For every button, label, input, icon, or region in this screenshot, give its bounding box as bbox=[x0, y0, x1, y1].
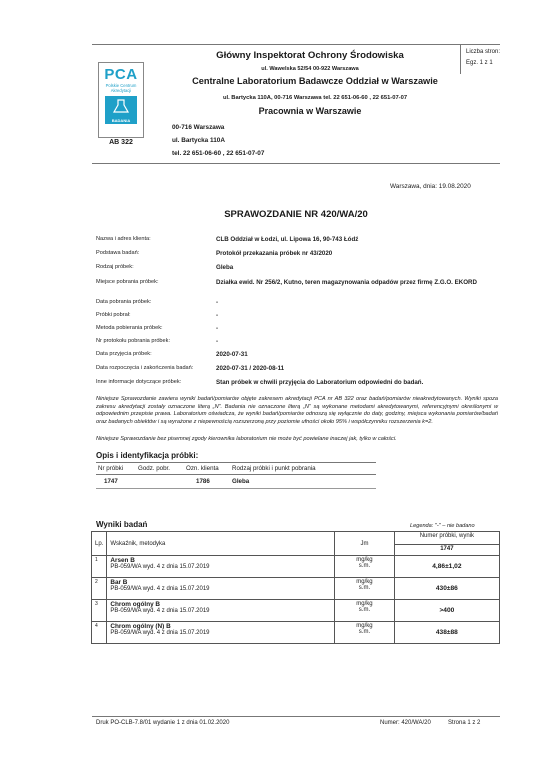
report-title: SPRAWOZDANIE NR 420/WA/20 bbox=[224, 209, 368, 220]
col-parameter: Wskaźnik, metodyka bbox=[107, 532, 335, 556]
accreditation-note: Niniejsze Sprawozdanie zawiera wyniki badań/pomiarów objęte zakresem akredytacji PCA nr AB 322 oraz badań/pomiarów nieakredytowanych. Wyniki spoza zakresu akredytacji zostały oznaczone literą „N”. Badania nie oznaczone literą „N” są wykonane metodami akredytowanymi, referencyjnymi określonymi w odpowiednim przepisie prawa. Laboratorium oświadcza, że wyniki badań/pomiarów odnoszą się wyłącznie do daty, godziny, miejsca wykonania pomiarów/badań oraz badanych obiektów i są wyrażone z niepewnością rozszerzoną przy poziomie ufności około 95% i współczynniku rozszerzenia k=2. bbox=[96, 396, 498, 425]
result-lp: 1 bbox=[92, 556, 107, 578]
pages-label: Liczba stron: bbox=[466, 49, 501, 55]
lab-address: ul. Bartycka 110A, 00-716 Warszawa tel. 22 651-06-60 , 22 651-07-07 bbox=[222, 95, 408, 101]
footer-number: Numer: 420/WA/20 bbox=[380, 720, 431, 726]
results-table bbox=[91, 531, 500, 644]
copy-label: Egz. 1 z 1 bbox=[466, 60, 493, 66]
results-header-row bbox=[92, 532, 500, 545]
workshop-line3: tel. 22 651-06-60 , 22 651-07-07 bbox=[172, 150, 265, 157]
info-label: Data przyjęcia próbek: bbox=[96, 351, 152, 357]
results-row bbox=[92, 622, 500, 644]
header-right-divider bbox=[460, 44, 461, 74]
info-value: - bbox=[216, 312, 219, 319]
col-sample-number: 1747 bbox=[394, 545, 499, 556]
info-label: Próbki pobrał: bbox=[96, 312, 131, 318]
info-label: Data rozpoczęcia i zakończenia badań: bbox=[96, 365, 194, 371]
info-value: CLB Oddział w Łodzi, ul. Lipowa 16, 90-743 Łódź bbox=[216, 236, 359, 243]
results-legend: Legenda: "-" – nie badano bbox=[410, 523, 475, 529]
pca-logo-sub1: Polskie Centrum bbox=[105, 83, 137, 88]
result-method: PB-059/WA wyd. 4 z dnia 15.07.2019 bbox=[110, 630, 210, 636]
info-label: Nr protokołu pobrania próbek: bbox=[96, 338, 171, 344]
pca-badge-label: BADANIA bbox=[111, 118, 131, 123]
id-row-line bbox=[96, 488, 376, 489]
footer-page: Strona 1 z 2 bbox=[448, 720, 481, 726]
result-value: 430±86 bbox=[394, 578, 499, 600]
result-unit-2: s.m. bbox=[358, 585, 371, 591]
id-header-client-mark: Ozn. klienta bbox=[186, 465, 219, 472]
result-unit-2: s.m. bbox=[358, 563, 371, 569]
result-method: PB-059/WA wyd. 4 z dnia 15.07.2019 bbox=[110, 586, 210, 592]
result-value: >400 bbox=[394, 600, 499, 622]
col-lp: Lp. bbox=[92, 532, 107, 556]
institution-address: ul. Wawelska 52/54 00-922 Warszawa bbox=[261, 66, 359, 72]
info-value: Protokół przekazania próbek nr 43/2020 bbox=[216, 250, 333, 257]
info-label: Inne informacje dotyczące próbek: bbox=[96, 379, 182, 385]
result-unit bbox=[335, 600, 395, 622]
pca-logo-sub2: Akredytacji bbox=[110, 88, 132, 93]
info-label: Miejsce pobrania próbek: bbox=[96, 279, 159, 285]
result-lp: 4 bbox=[92, 622, 107, 644]
institution-title: Główny Inspektorat Ochrony Środowiska bbox=[216, 50, 404, 61]
issue-date: Warszawa, dnia: 19.08.2020 bbox=[390, 183, 471, 190]
result-unit bbox=[335, 556, 395, 578]
id-header-line-bottom bbox=[96, 474, 376, 475]
result-unit-1: mg/kg bbox=[356, 557, 373, 563]
pca-badge-icon bbox=[105, 96, 137, 124]
result-name: Bar B bbox=[110, 579, 128, 586]
id-header-type: Rodzaj próbki i punkt pobrania bbox=[232, 465, 316, 472]
result-unit bbox=[335, 622, 395, 644]
result-parameter bbox=[107, 578, 335, 600]
info-value: - bbox=[216, 325, 219, 332]
info-value: - bbox=[216, 338, 219, 345]
result-parameter bbox=[107, 556, 335, 578]
id-sample-no: 1747 bbox=[104, 478, 118, 485]
footer-form: Druk PO-CLB-7.8/01 wydanie 1 z dnia 01.02.2020 bbox=[96, 720, 230, 726]
workshop-line1: 00-716 Warszawa bbox=[172, 124, 225, 131]
id-header-sample-no: Nr próbki bbox=[98, 465, 124, 472]
pca-logo-text: PCA bbox=[104, 66, 138, 83]
result-name: Chrom ogólny B bbox=[110, 601, 161, 608]
id-header-line-top bbox=[96, 462, 376, 463]
result-unit-2: s.m. bbox=[358, 607, 371, 613]
result-value: 4,86±1,02 bbox=[394, 556, 499, 578]
info-value: 2020-07-31 bbox=[216, 351, 248, 358]
result-lp: 3 bbox=[92, 600, 107, 622]
result-name: Chrom ogólny (N) B bbox=[110, 623, 171, 630]
accreditation-number: AB 322 bbox=[109, 139, 133, 146]
result-unit-1: mg/kg bbox=[356, 623, 373, 629]
footer-line bbox=[92, 716, 500, 717]
result-method: PB-059/WA wyd. 4 z dnia 15.07.2019 bbox=[110, 608, 210, 614]
result-parameter bbox=[107, 622, 335, 644]
copy-note: Niniejsze Sprawozdanie bez pisemnej zgody kierownika laboratorium nie może być powielane inaczej jak, tylko w całości. bbox=[96, 436, 397, 442]
result-unit-1: mg/kg bbox=[356, 579, 373, 585]
info-value: - bbox=[216, 299, 219, 306]
pca-logo bbox=[98, 62, 144, 138]
results-row bbox=[92, 600, 500, 622]
workshop-name: Pracownia w Warszawie bbox=[258, 106, 362, 116]
col-unit: Jm bbox=[335, 532, 395, 556]
id-type: Gleba bbox=[232, 478, 250, 485]
info-label: Nazwa i adres klienta: bbox=[96, 236, 151, 242]
lab-name: Centralne Laboratorium Badawcze Oddział w Warszawie bbox=[192, 76, 438, 86]
info-label: Metoda pobierania próbek: bbox=[96, 325, 163, 331]
document-header bbox=[92, 44, 500, 164]
result-unit-1: mg/kg bbox=[356, 601, 373, 607]
result-value: 438±88 bbox=[394, 622, 499, 644]
results-title: Wyniki badań bbox=[96, 520, 148, 529]
info-value: Gleba bbox=[216, 264, 234, 271]
info-label: Podstawa badań: bbox=[96, 250, 140, 256]
result-parameter bbox=[107, 600, 335, 622]
results-row bbox=[92, 556, 500, 578]
result-method: PB-059/WA wyd. 4 z dnia 15.07.2019 bbox=[110, 564, 210, 570]
info-label: Data pobrania próbek: bbox=[96, 299, 152, 305]
info-value: 2020-07-31 / 2020-08-11 bbox=[216, 365, 285, 372]
info-label: Rodzaj próbek: bbox=[96, 264, 134, 270]
id-client-mark: 1786 bbox=[196, 478, 210, 485]
info-value: Stan próbek w chwili przyjęcia do Laboratorium odpowiedni do badań. bbox=[216, 379, 424, 386]
result-unit bbox=[335, 578, 395, 600]
id-section-title: Opis i identyfikacja próbki: bbox=[96, 451, 199, 460]
workshop-line2: ul. Bartycka 110A bbox=[172, 137, 225, 144]
id-header-time: Godz. pobr. bbox=[138, 465, 170, 472]
results-row bbox=[92, 578, 500, 600]
info-value: Działka ewid. Nr 256/2, Kutno, teren magazynowania odpadów przez firmę Z.G.O. EKORD bbox=[216, 279, 477, 286]
col-sample-header: Numer próbki, wynik bbox=[394, 532, 499, 545]
result-unit-2: s.m. bbox=[358, 629, 371, 635]
result-lp: 2 bbox=[92, 578, 107, 600]
result-name: Arsen B bbox=[110, 557, 135, 564]
